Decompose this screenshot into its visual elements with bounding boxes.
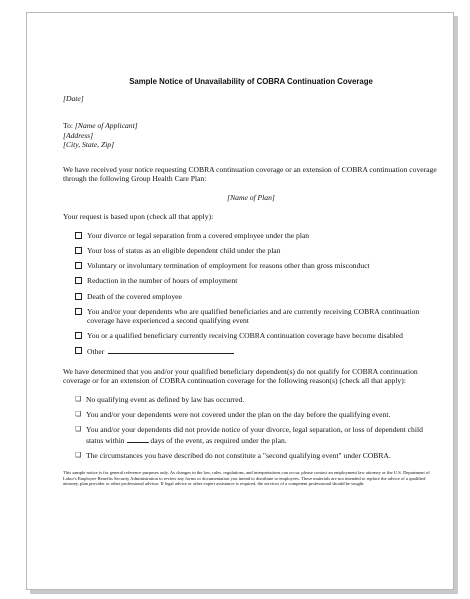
- document-content: [63, 77, 439, 487]
- footer-disclaimer: This sample notice is for general reference purposes only. As changes in the law, rules, regulations, and interpretations can occur, please contact an employment law attorney or the U.S. Department of Labor's Employee Benefits Security Administration to review any forms or documentation you intend to distribute to employees. These materials are not intended to replace the advice of a qualified attorney, plan provider or other professional advisor. If legal advice or other expert assistance is required, the services of a competent professional should be sought.: [63, 470, 430, 487]
- recipient-address: [Address]: [63, 130, 94, 140]
- reason-label: Your divorce or legal separation from a covered employee under the plan: [87, 230, 310, 240]
- checkbox-checked-icon[interactable]: ❏: [75, 395, 82, 404]
- checkbox[interactable]: [75, 308, 82, 315]
- reason-item: [63, 231, 439, 240]
- reason-label: Reduction in the number of hours of employment: [87, 276, 238, 286]
- recipient-city: [City, State, Zip]: [63, 139, 115, 149]
- result-item: [63, 425, 439, 444]
- reason-label: Voluntary or involuntary termination of employment for reasons other than gross misconduct: [87, 261, 370, 271]
- checkbox[interactable]: [75, 262, 82, 269]
- result-item: [63, 395, 439, 404]
- reason-item: [63, 292, 439, 301]
- reason-item-other: [63, 346, 439, 356]
- other-label: Other: [87, 347, 105, 357]
- address-block: [63, 121, 439, 149]
- reason-item: [63, 307, 439, 325]
- result-label: You and/or your dependents were not covered under the plan on the day before the qualifying event.: [86, 410, 391, 420]
- reason-label: Your loss of status as an eligible dependent child under the plan: [87, 245, 281, 255]
- intro-paragraph: We have received your notice requesting COBRA continuation coverage or an extension of COBRA continuation coverage through the following Group Health Care Plan:: [63, 164, 437, 184]
- document-title: Sample Notice of Unavailability of COBRA Continuation Coverage: [129, 77, 373, 86]
- checkbox-checked-icon[interactable]: ❏: [75, 425, 82, 434]
- other-input-line[interactable]: [108, 346, 234, 354]
- checkbox[interactable]: [75, 347, 82, 354]
- checkbox-checked-icon[interactable]: ❏: [75, 410, 82, 419]
- result-label: No qualifying event as defined by law has occurred.: [86, 395, 245, 405]
- determination-reason-list: [63, 395, 439, 460]
- reason-item: [63, 246, 439, 255]
- applicant-name: [Name of Applicant]: [74, 121, 138, 131]
- checkbox[interactable]: [75, 247, 82, 254]
- request-reason-list: [63, 231, 439, 357]
- document-page: [26, 12, 454, 590]
- to-prefix: To:: [63, 121, 74, 131]
- recipient-line: [63, 121, 439, 130]
- days-blank-line[interactable]: [127, 435, 149, 443]
- checkbox[interactable]: [75, 293, 82, 300]
- checkbox[interactable]: [75, 277, 82, 284]
- reason-item: [63, 261, 439, 270]
- notice-label-a: You and/or your dependents did not provide notice of your divorce, legal separation, or loss of dependent child status within: [86, 425, 423, 445]
- result-label: The circumstances you have described do not constitute a "second qualifying event" under COBRA.: [86, 450, 391, 460]
- date-placeholder: [Date]: [63, 94, 84, 104]
- notice-label-b: days of the event, as required under the plan.: [150, 435, 287, 445]
- basis-paragraph: Your request is based upon (check all that apply):: [63, 211, 214, 221]
- checkbox-checked-icon[interactable]: ❏: [75, 450, 82, 459]
- result-item: [63, 451, 439, 460]
- reason-label: Death of the covered employee: [87, 291, 182, 301]
- result-item: [63, 410, 439, 419]
- checkbox[interactable]: [75, 232, 82, 239]
- reason-label: You or a qualified beneficiary currently receiving COBRA continuation coverage have become disabled: [87, 331, 403, 341]
- determination-paragraph: We have determined that you and/or your qualified beneficiary dependent(s) do not qualify for COBRA continuation coverage or for an extension of COBRA continuation coverage for the following reason(s) (check all that apply):: [63, 366, 418, 385]
- checkbox[interactable]: [75, 332, 82, 339]
- reason-item: [63, 331, 439, 340]
- reason-label: You and/or your dependents who are qualified beneficiaries and are currently receiving COBRA continuation coverage have experienced a second qualifying event: [87, 306, 420, 325]
- plan-name: [Name of Plan]: [227, 193, 275, 203]
- reason-item: [63, 276, 439, 285]
